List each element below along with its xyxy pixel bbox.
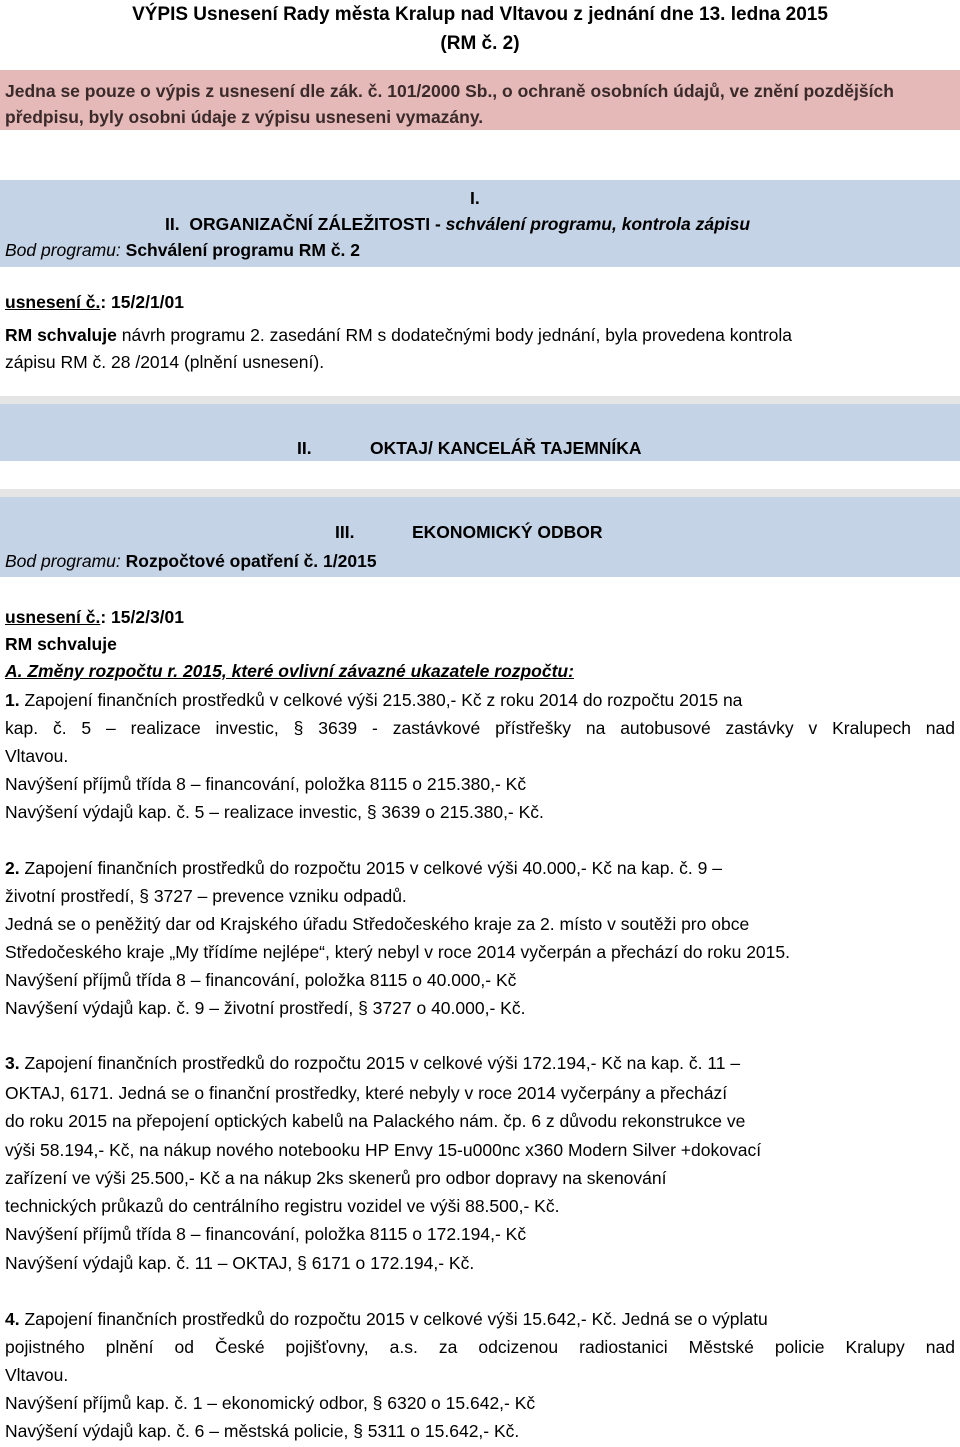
item-3-line (5, 1050, 955, 1077)
section-2-title: OKTAJ/ KANCELÁŘ TAJEMNÍKA (370, 438, 642, 458)
resolution-label: usnesení č. (5, 292, 101, 312)
item-3-line: do roku 2015 na přepojení optických kabelů na Palackého nám. čp. 6 z důvodu rekonstrukce ve (5, 1111, 746, 1131)
privacy-notice-line2: předpisu, byly osobni údaje z výpisu usneseni vymazány. (5, 107, 484, 127)
section-1-heading-italic: schválení programu, kontrola zápisu (445, 214, 751, 234)
resolution-subheading: A. Změny rozpočtu r. 2015, které ovlivní závazné ukazatele rozpočtu: (5, 661, 574, 681)
item-2-number: 2. (5, 858, 20, 878)
section-3-bod (5, 548, 377, 574)
section-3-header (0, 497, 960, 577)
item-3-line: Navýšení výdajů kap. č. 11 – OKTAJ, § 6171 o 172.194,- Kč. (5, 1253, 475, 1273)
section-3-title: EKONOMICKÝ ODBOR (412, 522, 603, 542)
bod-programu-label: Bod programu: (5, 551, 121, 571)
item-1-line: kap. č. 5 – realizace investic, § 3639 - zastávkové přístřešky na autobusové zastávky v Kralupech nad (5, 718, 955, 738)
item-1-line (5, 687, 955, 714)
bod-programu-label: Bod programu: (5, 240, 121, 260)
item-3-number: 3. (5, 1053, 20, 1073)
item-4-number: 4. (5, 1309, 20, 1329)
bod-programu-value: Rozpočtové opatření č. 1/2015 (125, 551, 377, 571)
resolution-1-text-line2: zápisu RM č. 28 /2014 (plnění usnesení). (5, 352, 325, 372)
item-1-number: 1. (5, 690, 20, 710)
privacy-notice (0, 70, 960, 130)
item-3-line: zařízení ve výši 25.500,- Kč a na nákup 2ks skenerů pro odbor dopravy na skenování (5, 1168, 667, 1188)
resolution-lead: RM schvaluje (5, 325, 117, 345)
item-4-line: pojistného plnění od České pojišťovny, a.s. za odcizenou radiostanici Městské policie Kralupy nad (5, 1337, 955, 1357)
resolution-1-number (5, 289, 955, 316)
item-3-line: OKTAJ, 6171. Jedná se o finanční prostředky, které nebyly v roce 2014 vyčerpány a přechází (5, 1083, 728, 1103)
item-2-line: Navýšení výdajů kap. č. 9 – životní prostředí, § 3727 o 40.000,- Kč. (5, 998, 526, 1018)
item-2-line: Jedná se o peněžitý dar od Krajského úřadu Středočeského kraje za 2. místo v soutěži pro obce (5, 914, 750, 934)
resolution-number: : 15/2/3/01 (100, 607, 184, 627)
item-1-text: Zapojení finančních prostředků v celkové výši 215.380,- Kč z roku 2014 do rozpočtu 2015 na (24, 690, 743, 710)
section-1-heading-bold: ORGANIZAČNÍ ZÁLEŽITOSTI - (189, 214, 441, 234)
item-3-line: technických průkazů do centrálního registru vozidel ve výši 88.500,- Kč. (5, 1196, 560, 1216)
item-2-line: Navýšení příjmů třída 8 – financování, položka 8115 o 40.000,- Kč (5, 970, 517, 990)
item-1-line: Navýšení příjmů třída 8 – financování, položka 8115 o 215.380,- Kč (5, 774, 527, 794)
item-1-line: Vltavou. (5, 746, 69, 766)
document-subtitle: (RM č. 2) (440, 33, 520, 54)
resolution-lead: RM schvaluje (5, 634, 117, 654)
resolution-label: usnesení č. (5, 607, 101, 627)
resolution-number: : 15/2/1/01 (100, 292, 184, 312)
section-3-roman: III. (335, 522, 355, 542)
privacy-notice-line1: Jedna se pouze o výpis z usnesení dle zák. č. 101/2000 Sb., o ochraně osobních údajů, ve znění pozdějších (5, 81, 894, 101)
section-1-roman: I. (470, 188, 480, 208)
resolution-1-text: návrh programu 2. zasedání RM s dodatečnými body jednání, byla provedena kontrola (121, 325, 792, 345)
section-1-header (0, 180, 960, 267)
item-3-text: Zapojení finančních prostředků do rozpočtu 2015 v celkové výši 172.194,- Kč na kap. č. 11 – (24, 1053, 741, 1073)
section-separator (0, 396, 960, 404)
resolution-1-text-line1 (5, 322, 955, 349)
section-1-bod (5, 237, 360, 263)
item-4-line: Navýšení příjmů kap. č. 1 – ekonomický odbor, § 6320 o 15.642,- Kč (5, 1393, 536, 1413)
item-4-text: Zapojení finančních prostředků do rozpočtu 2015 v celkové výši 15.642,- Kč. Jedná se o výplatu (24, 1309, 768, 1329)
item-2-line (5, 855, 955, 882)
item-4-line: Navýšení výdajů kap. č. 6 – městská policie, § 5311 o 15.642,- Kč. (5, 1421, 520, 1441)
section-separator (0, 489, 960, 497)
item-4-line: Vltavou. (5, 1365, 69, 1385)
bod-programu-value: Schválení programu RM č. 2 (125, 240, 361, 260)
resolution-3-number (5, 604, 955, 631)
item-2-text: Zapojení finančních prostředků do rozpočtu 2015 v celkové výši 40.000,- Kč na kap. č. 9 – (24, 858, 722, 878)
document-title: VÝPIS Usnesení Rady města Kralup nad Vltavou z jednání dne 13. ledna 2015 (132, 4, 828, 25)
item-1-line: Navýšení výdajů kap. č. 5 – realizace investic, § 3639 o 215.380,- Kč. (5, 802, 544, 822)
item-3-line: Navýšení příjmů třída 8 – financování, položka 8115 o 172.194,- Kč (5, 1224, 527, 1244)
item-2-line: životní prostředí, § 3727 – prevence vzniku odpadů. (5, 886, 407, 906)
item-2-line: Středočeského kraje „My třídíme nejlépe“, který nebyl v roce 2014 vyčerpán a přechází do roku 2015. (5, 942, 790, 962)
item-3-line: výši 58.194,- Kč, na nákup nového notebooku HP Envy 15-u000nc x360 Modern Silver +dokovací (5, 1140, 762, 1160)
section-2-header (0, 404, 960, 461)
section-1-heading (165, 211, 750, 237)
section-2-roman: II. (297, 438, 312, 458)
section-1-subroman: II. (165, 214, 180, 234)
item-4-line (5, 1306, 955, 1333)
